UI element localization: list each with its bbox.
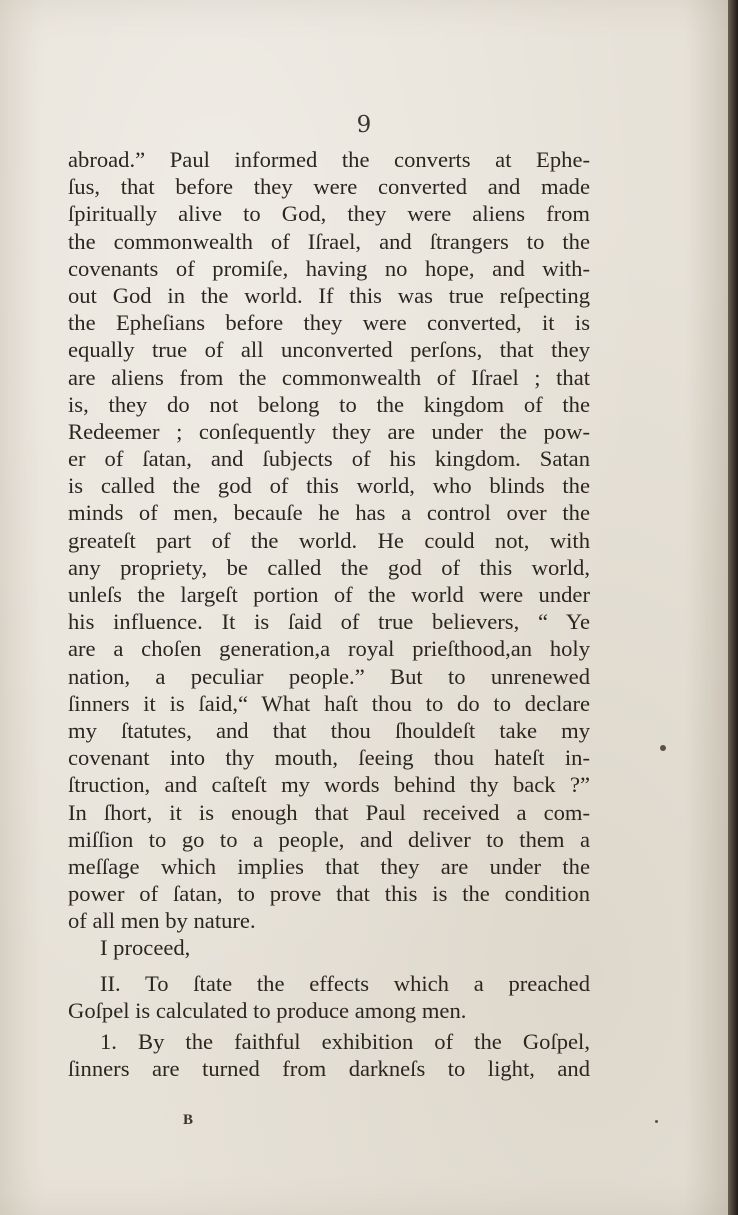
text-line: ſus, that before they were converted and made — [68, 174, 590, 200]
text-line: out God in the world. If this was true reſpecting — [68, 282, 590, 308]
text-line: unleſs the largeſt portion of the world were under — [68, 582, 590, 607]
page-edge-shadow — [728, 0, 738, 1215]
text-line: my ſtatutes, and that thou ſhouldeſt take my — [68, 717, 590, 743]
text-line: minds of men, becauſe he has a control over the — [68, 500, 590, 526]
text-line: ſpiritually alive to God, they were aliens from — [68, 201, 590, 227]
text-line: are aliens from the commonwealth of Iſrael ; that — [68, 364, 590, 390]
text-line: equally true of all unconverted perſons, that they — [68, 337, 590, 363]
text-line: ſtruction, and caſteſt my words behind thy back ?” — [68, 772, 590, 798]
text-line: nation, a peculiar people.” But to unrenewed — [68, 663, 590, 689]
paper-speck — [660, 745, 666, 751]
text-line: the Epheſians before they were converted, it is — [68, 310, 590, 336]
text-line: In ſhort, it is enough that Paul received a com- — [68, 799, 590, 825]
proceed-line: I proceed, — [100, 935, 191, 961]
text-line: is, they do not belong to the kingdom of the — [68, 391, 590, 417]
text-line: miſſion to go to a people, and deliver to them a — [68, 826, 590, 852]
signature-mark: B — [183, 1112, 194, 1128]
section-heading-line: II. To ſtate the effects which a preached — [100, 970, 590, 996]
paper-speck — [655, 1120, 658, 1123]
body-text — [68, 146, 590, 1082]
text-line: his influence. It is ſaid of true believers, “ Ye — [68, 609, 590, 635]
text-line: greateſt part of the world. He could not, with — [68, 527, 590, 553]
text-line: covenant into thy mouth, ſeeing thou hateſt in- — [68, 745, 590, 771]
text-line: is called the god of this world, who blinds the — [68, 473, 590, 499]
text-line: are a choſen generation,a royal prieſthood,an holy — [68, 636, 590, 662]
text-line: ſinners it is ſaid,“ What haſt thou to do to declare — [68, 690, 590, 716]
section-heading-line: Goſpel is calculated to produce among men. — [68, 997, 467, 1023]
text-line: power of ſatan, to prove that this is the condition — [68, 881, 590, 907]
text-line: Redeemer ; conſequently they are under the pow- — [68, 418, 590, 444]
page-number: 9 — [356, 112, 372, 138]
text-line: meſſage which implies that they are under the — [68, 853, 590, 879]
text-line: covenants of promiſe, having no hope, and with- — [68, 255, 590, 281]
text-line: the commonwealth of Iſrael, and ſtrangers to the — [68, 228, 590, 254]
text-line: abroad.” Paul informed the converts at Ephe- — [68, 147, 590, 172]
text-line: any propriety, be called the god of this world, — [68, 554, 590, 580]
text-line: er of ſatan, and ſubjects of his kingdom. Satan — [68, 446, 590, 472]
numbered-point-line: ſinners are turned from darkneſs to light, and — [68, 1056, 590, 1082]
numbered-point-line: 1. By the faithful exhibition of the Goſpel, — [100, 1029, 590, 1054]
text-line: of all men by nature. — [68, 908, 256, 934]
